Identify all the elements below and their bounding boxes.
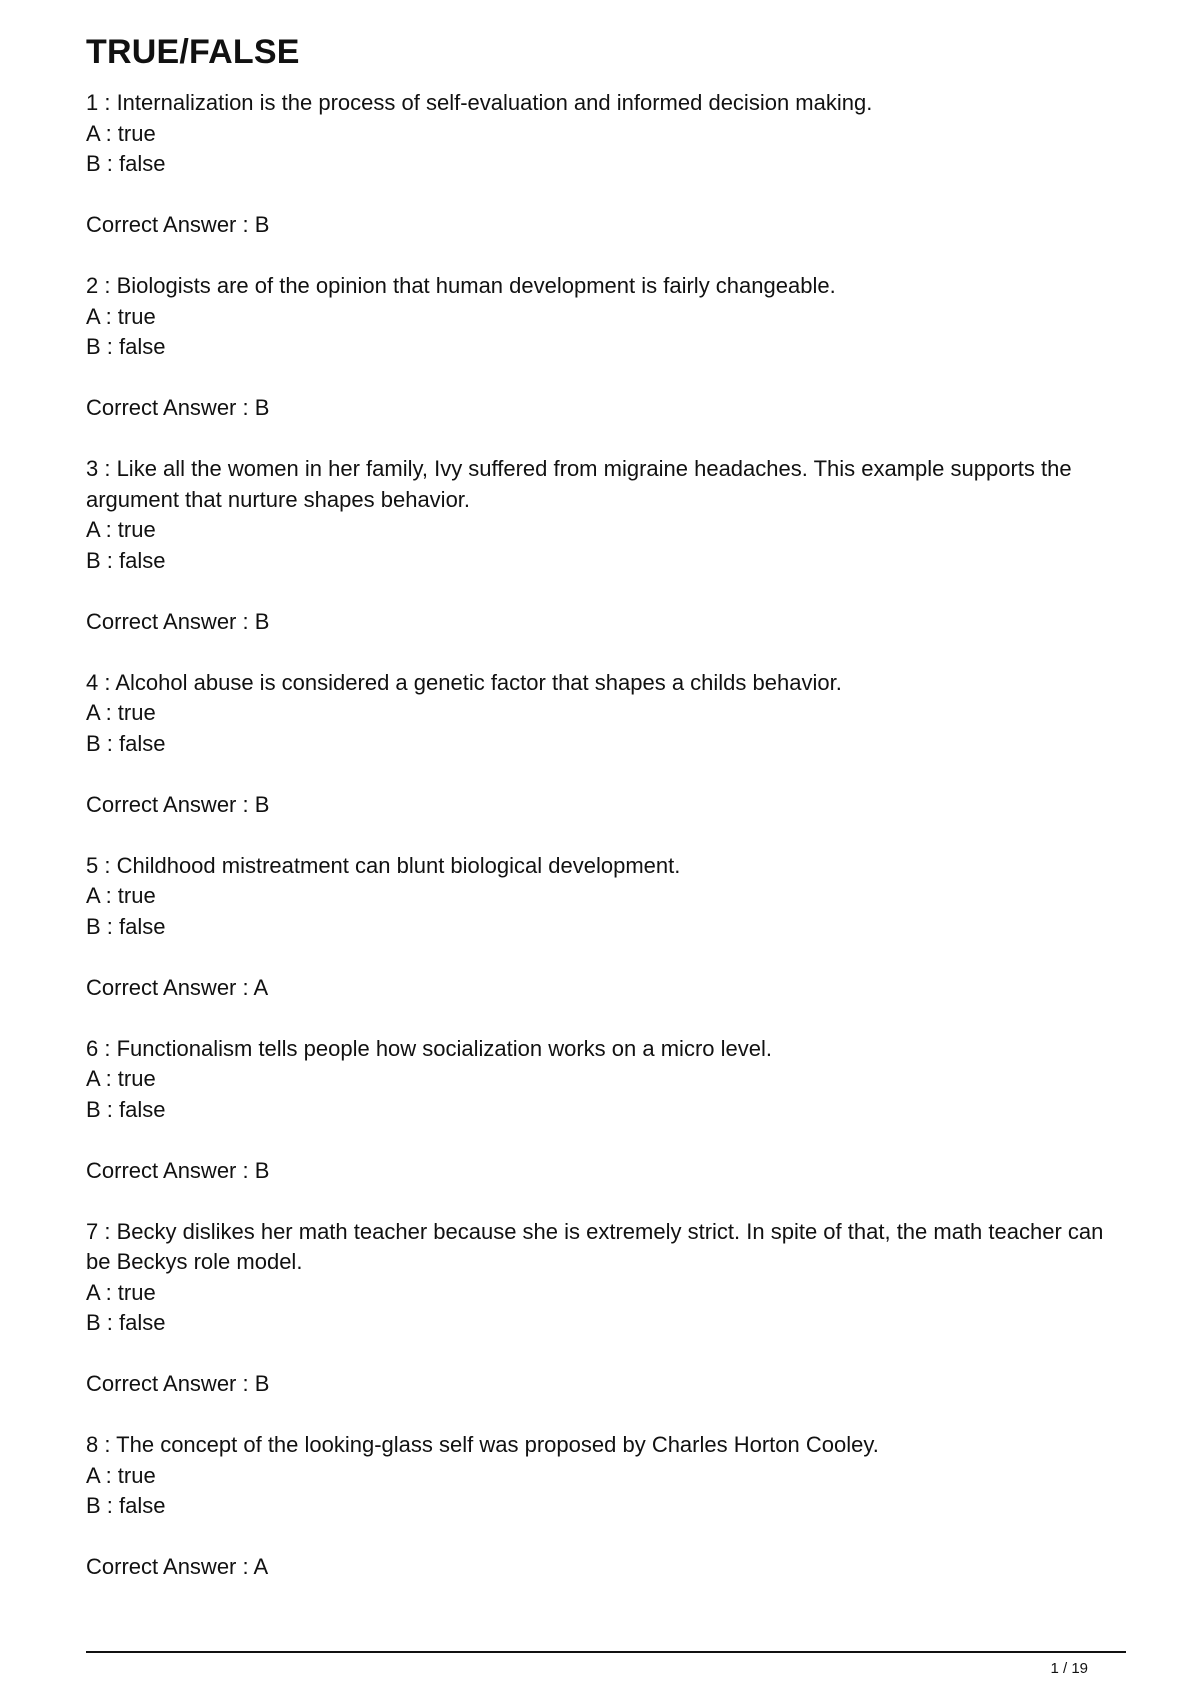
question-text: 7 : Becky dislikes her math teacher because she is extremely strict. In spite of that, the math teacher can be Beckys role model. — [86, 1218, 1104, 1274]
correct-answer: Correct Answer : A — [86, 974, 269, 1000]
correct-answer: Correct Answer : B — [86, 791, 270, 817]
question-text: 6 : Functionalism tells people how socialization works on a micro level. — [86, 1035, 772, 1061]
question-text: 8 : The concept of the looking-glass self was proposed by Charles Horton Cooley. — [86, 1432, 879, 1457]
document-page — [86, 30, 1126, 1613]
correct-answer: Correct Answer : B — [86, 395, 270, 420]
option-b: B : false — [86, 1310, 166, 1335]
option-a: A : true — [86, 517, 156, 542]
option-a: A : true — [86, 883, 156, 908]
question-text: 1 : Internalization is the process of self-evaluation and informed decision making. — [86, 90, 873, 115]
option-b: B : false — [86, 151, 166, 176]
option-a: A : true — [86, 1279, 156, 1305]
footer-divider — [86, 1651, 1126, 1653]
page-number: 1 / 19 — [1050, 1660, 1088, 1677]
question-7 — [86, 1217, 1126, 1400]
question-5 — [86, 851, 1126, 1004]
question-4 — [86, 668, 1126, 821]
option-a: A : true — [86, 1066, 156, 1091]
option-b: B : false — [86, 730, 166, 756]
question-text: 2 : Biologists are of the opinion that human development is fairly changeable. — [86, 273, 836, 298]
option-a: A : true — [86, 303, 156, 329]
option-a: A : true — [86, 700, 156, 725]
question-2 — [86, 271, 1126, 424]
option-b: B : false — [86, 1096, 166, 1122]
question-text: 4 : Alcohol abuse is considered a genetic factor that shapes a childs behavior. — [86, 669, 842, 695]
question-text: 3 : Like all the women in her family, Ivy suffered from migraine headaches. This example supports the argument that nurture shapes behavior. — [86, 456, 1072, 512]
question-6 — [86, 1034, 1126, 1187]
option-b: B : false — [86, 913, 166, 939]
correct-answer: Correct Answer : B — [86, 212, 270, 237]
question-text: 5 : Childhood mistreatment can blunt biological development. — [86, 852, 681, 878]
option-a: A : true — [86, 120, 156, 146]
option-a: A : true — [86, 1462, 156, 1488]
correct-answer: Correct Answer : B — [86, 1371, 270, 1396]
question-3 — [86, 454, 1126, 637]
page-title: TRUE/FALSE — [86, 33, 300, 71]
option-b: B : false — [86, 1493, 166, 1518]
option-b: B : false — [86, 334, 166, 359]
question-1 — [86, 88, 1126, 241]
correct-answer: Correct Answer : A — [86, 1554, 269, 1579]
question-8 — [86, 1430, 1126, 1583]
correct-answer: Correct Answer : B — [86, 608, 270, 634]
option-b: B : false — [86, 547, 166, 573]
correct-answer: Correct Answer : B — [86, 1157, 270, 1183]
